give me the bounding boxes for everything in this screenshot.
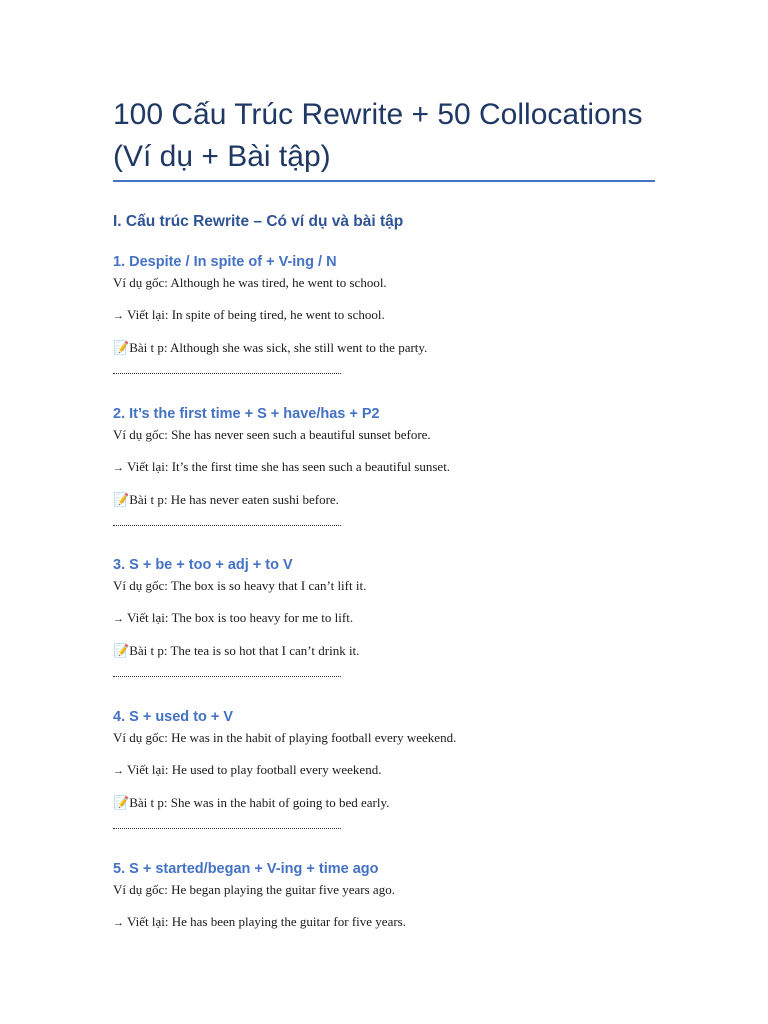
rewrite-text: Viết lại: He used to play football every weekend.: [127, 762, 382, 777]
rewrite-line: [113, 912, 673, 933]
memo-icon: 📝: [113, 795, 130, 810]
exercise-text: Bài t p: He has never eaten sushi before.: [129, 492, 339, 507]
example-line: Ví dụ gốc: Although he was tired, he went to school.: [113, 275, 387, 290]
rewrite-item-2: [113, 403, 673, 526]
rewrite-text: Viết lại: In spite of being tired, he went to school.: [127, 307, 385, 322]
example-line: Ví dụ gốc: The box is so heavy that I can’t lift it.: [113, 578, 367, 593]
exercise-line: [113, 641, 673, 661]
exercise-text: Bài t p: She was in the habit of going to bed early.: [129, 795, 390, 810]
arrow-icon: →: [113, 917, 123, 929]
page-title: 100 Cấu Trúc Rewrite + 50 Collocations (Ví dụ + Bài tập): [113, 98, 643, 173]
rewrite-text: Viết lại: He has been playing the guitar for five years.: [127, 914, 406, 929]
exercise-line: [113, 338, 673, 358]
exercise-text: Bài t p: The tea is so hot that I can’t drink it.: [129, 643, 360, 658]
memo-icon: 📝: [113, 340, 130, 355]
title-underline: [113, 180, 655, 182]
item-heading: 2. It’s the first time + S + have/has + P2: [113, 406, 380, 422]
answer-blank: [113, 827, 341, 829]
item-heading: 5. S + started/began + V-ing + time ago: [113, 861, 379, 877]
rewrite-line: [113, 457, 673, 478]
example-line: Ví dụ gốc: She has never seen such a beautiful sunset before.: [113, 427, 431, 442]
memo-icon: 📝: [113, 643, 130, 658]
exercise-line: [113, 490, 673, 510]
rewrite-text: Viết lại: The box is too heavy for me to lift.: [127, 610, 354, 625]
rewrite-item-1: [113, 251, 673, 374]
answer-blank: [113, 372, 341, 374]
example-line: Ví dụ gốc: He began playing the guitar five years ago.: [113, 882, 395, 897]
arrow-icon: →: [113, 310, 123, 322]
item-heading: 1. Despite / In spite of + V-ing / N: [113, 254, 337, 270]
rewrite-item-3: [113, 554, 673, 677]
rewrite-text: Viết lại: It’s the first time she has seen such a beautiful sunset.: [127, 459, 451, 474]
memo-icon: 📝: [113, 492, 130, 507]
exercise-text: Bài t p: Although she was sick, she still went to the party.: [129, 340, 428, 355]
item-heading: 4. S + used to + V: [113, 709, 234, 725]
rewrite-item-5: [113, 858, 673, 933]
rewrite-line: [113, 305, 673, 326]
answer-blank: [113, 675, 341, 677]
rewrite-line: [113, 760, 673, 781]
section-heading: I. Cấu trúc Rewrite – Có ví dụ và bài tập: [113, 213, 404, 230]
rewrite-line: [113, 608, 673, 629]
example-line: Ví dụ gốc: He was in the habit of playing football every weekend.: [113, 730, 457, 745]
arrow-icon: →: [113, 765, 123, 777]
item-heading: 3. S + be + too + adj + to V: [113, 557, 293, 573]
exercise-line: [113, 793, 673, 813]
rewrite-item-4: [113, 706, 673, 829]
arrow-icon: →: [113, 613, 123, 625]
answer-blank: [113, 524, 341, 526]
arrow-icon: →: [113, 462, 123, 474]
